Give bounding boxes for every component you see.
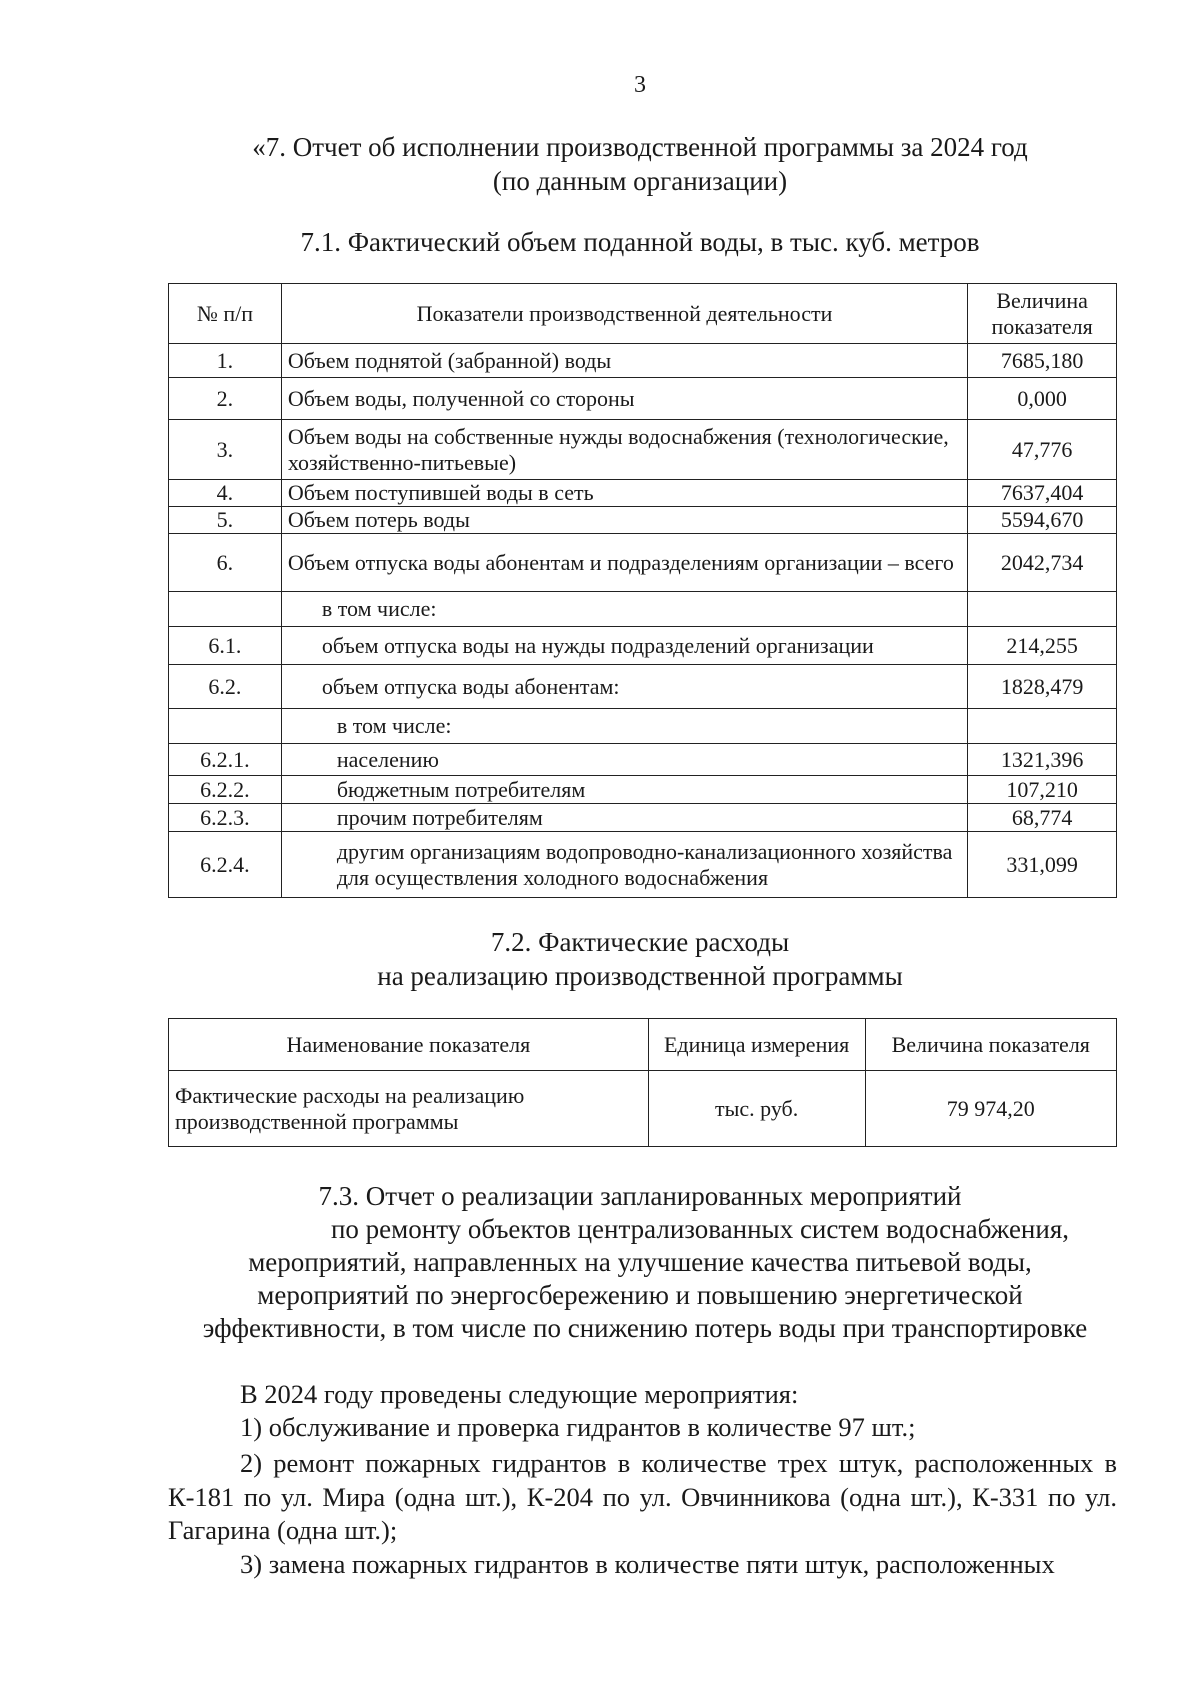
table-row	[169, 804, 1117, 832]
row-label: Объем воды на собственные нужды водоснабжения (технологические, хозяйственно-питьевые)	[281, 420, 967, 480]
row-label: в том числе:	[281, 709, 967, 744]
header-value: Величина показателя	[865, 1019, 1116, 1071]
row-num: 1.	[169, 344, 282, 378]
section-7-1-heading: 7.1. Фактический объем поданной воды, в тыс. куб. метров	[300, 227, 980, 257]
row-value: 214,255	[968, 627, 1117, 665]
page-number: 3	[634, 72, 646, 98]
table-row	[169, 344, 1117, 378]
table-row	[169, 1071, 1117, 1147]
row-num: 6.2.1.	[169, 744, 282, 776]
row-value: 79 974,20	[865, 1071, 1116, 1147]
table-row	[169, 832, 1117, 898]
row-value: 47,776	[968, 420, 1117, 480]
header-unit: Единица измерения	[648, 1019, 865, 1071]
table-header-row	[169, 1019, 1117, 1071]
row-label: в том числе:	[281, 592, 967, 627]
table-row	[169, 709, 1117, 744]
row-label: бюджетным потребителям	[281, 776, 967, 804]
row-num: 6.2.	[169, 665, 282, 709]
section-7-2-heading-cont: на реализацию производственной программы	[377, 961, 903, 991]
table-row	[169, 665, 1117, 709]
table-row	[169, 534, 1117, 592]
section-7-3-heading-line1: 7.3. Отчет о реализации запланированных мероприятий	[318, 1181, 962, 1211]
table-row	[169, 507, 1117, 534]
row-label: Объем потерь воды	[281, 507, 967, 534]
row-value: 331,099	[968, 832, 1117, 898]
water-volume-table	[168, 283, 1117, 898]
row-num: 4.	[169, 480, 282, 507]
row-num: 3.	[169, 420, 282, 480]
header-indicator: Показатели производственной деятельности	[281, 284, 967, 344]
header-num: № п/п	[169, 284, 282, 344]
row-label: другим организациям водопроводно-канализационного хозяйства для осуществления холодного водоснабжения	[281, 832, 967, 898]
row-label: прочим потребителям	[281, 804, 967, 832]
section-7-3-heading-line4: мероприятий по энергосбережению и повышению энергетической	[257, 1280, 1023, 1310]
section-7-subtitle: (по данным организации)	[492, 166, 788, 196]
row-num: 6.1.	[169, 627, 282, 665]
list-item: 3) замена пожарных гидрантов в количестве пяти штук, расположенных	[240, 1549, 1055, 1579]
section-7-3-heading-line3: мероприятий, направленных на улучшение качества питьевой воды,	[248, 1247, 1032, 1277]
row-num: 6.2.2.	[169, 776, 282, 804]
row-value: 107,210	[968, 776, 1117, 804]
header-value	[968, 284, 1117, 344]
header-value-line1: Величина	[996, 287, 1088, 313]
row-name: Фактические расходы на реализацию производственной программы	[169, 1071, 649, 1147]
row-num	[169, 592, 282, 627]
row-num: 2.	[169, 378, 282, 420]
row-label: объем отпуска воды абонентам:	[281, 665, 967, 709]
row-num: 5.	[169, 507, 282, 534]
list-item-text: 2) ремонт пожарных гидрантов в количестве трех штук, расположенных в К-181 по ул. Мира (одна шт.), К-204 по ул. Овчинникова (одна шт.), К-331 по ул. Гагарина (одна шт.);	[168, 1448, 1117, 1545]
section-7-3-heading-line5: эффективности, в том числе по снижению потерь воды при транспортировке	[202, 1313, 1088, 1343]
row-label: населению	[281, 744, 967, 776]
row-num: 6.2.4.	[169, 832, 282, 898]
table-header-row	[169, 284, 1117, 344]
table-row	[169, 378, 1117, 420]
row-value: 1828,479	[968, 665, 1117, 709]
row-num: 6.	[169, 534, 282, 592]
table-row	[169, 776, 1117, 804]
header-value-line2: показателя	[991, 313, 1093, 339]
list-item: 1) обслуживание и проверка гидрантов в количестве 97 шт.;	[240, 1412, 916, 1442]
row-label: Объем поднятой (забранной) воды	[281, 344, 967, 378]
table-row	[169, 627, 1117, 665]
row-value: 7685,180	[968, 344, 1117, 378]
row-value	[968, 709, 1117, 744]
row-value: 2042,734	[968, 534, 1117, 592]
row-value: 0,000	[968, 378, 1117, 420]
intro-paragraph: В 2024 году проведены следующие мероприятия:	[240, 1379, 799, 1409]
row-value: 1321,396	[968, 744, 1117, 776]
row-num: 6.2.3.	[169, 804, 282, 832]
row-num	[169, 709, 282, 744]
row-value: 5594,670	[968, 507, 1117, 534]
row-value: 68,774	[968, 804, 1117, 832]
section-7-3-heading-line2: по ремонту объектов централизованных систем водоснабжения,	[330, 1214, 1070, 1244]
row-label: Объем отпуска воды абонентам и подразделениям организации – всего	[281, 534, 967, 592]
row-unit: тыс. руб.	[648, 1071, 865, 1147]
row-value	[968, 592, 1117, 627]
row-value: 7637,404	[968, 480, 1117, 507]
row-label: Объем поступившей воды в сеть	[281, 480, 967, 507]
section-7-2-heading: 7.2. Фактические расходы	[490, 927, 790, 957]
row-label: объем отпуска воды на нужды подразделений организации	[281, 627, 967, 665]
table-row	[169, 420, 1117, 480]
section-7-title: «7. Отчет об исполнении производственной программы за 2024 год	[252, 132, 1028, 162]
list-item	[168, 1447, 1117, 1548]
expenses-table	[168, 1018, 1117, 1147]
table-row	[169, 480, 1117, 507]
table-row	[169, 592, 1117, 627]
row-label: Объем воды, полученной со стороны	[281, 378, 967, 420]
header-name: Наименование показателя	[169, 1019, 649, 1071]
table-row	[169, 744, 1117, 776]
